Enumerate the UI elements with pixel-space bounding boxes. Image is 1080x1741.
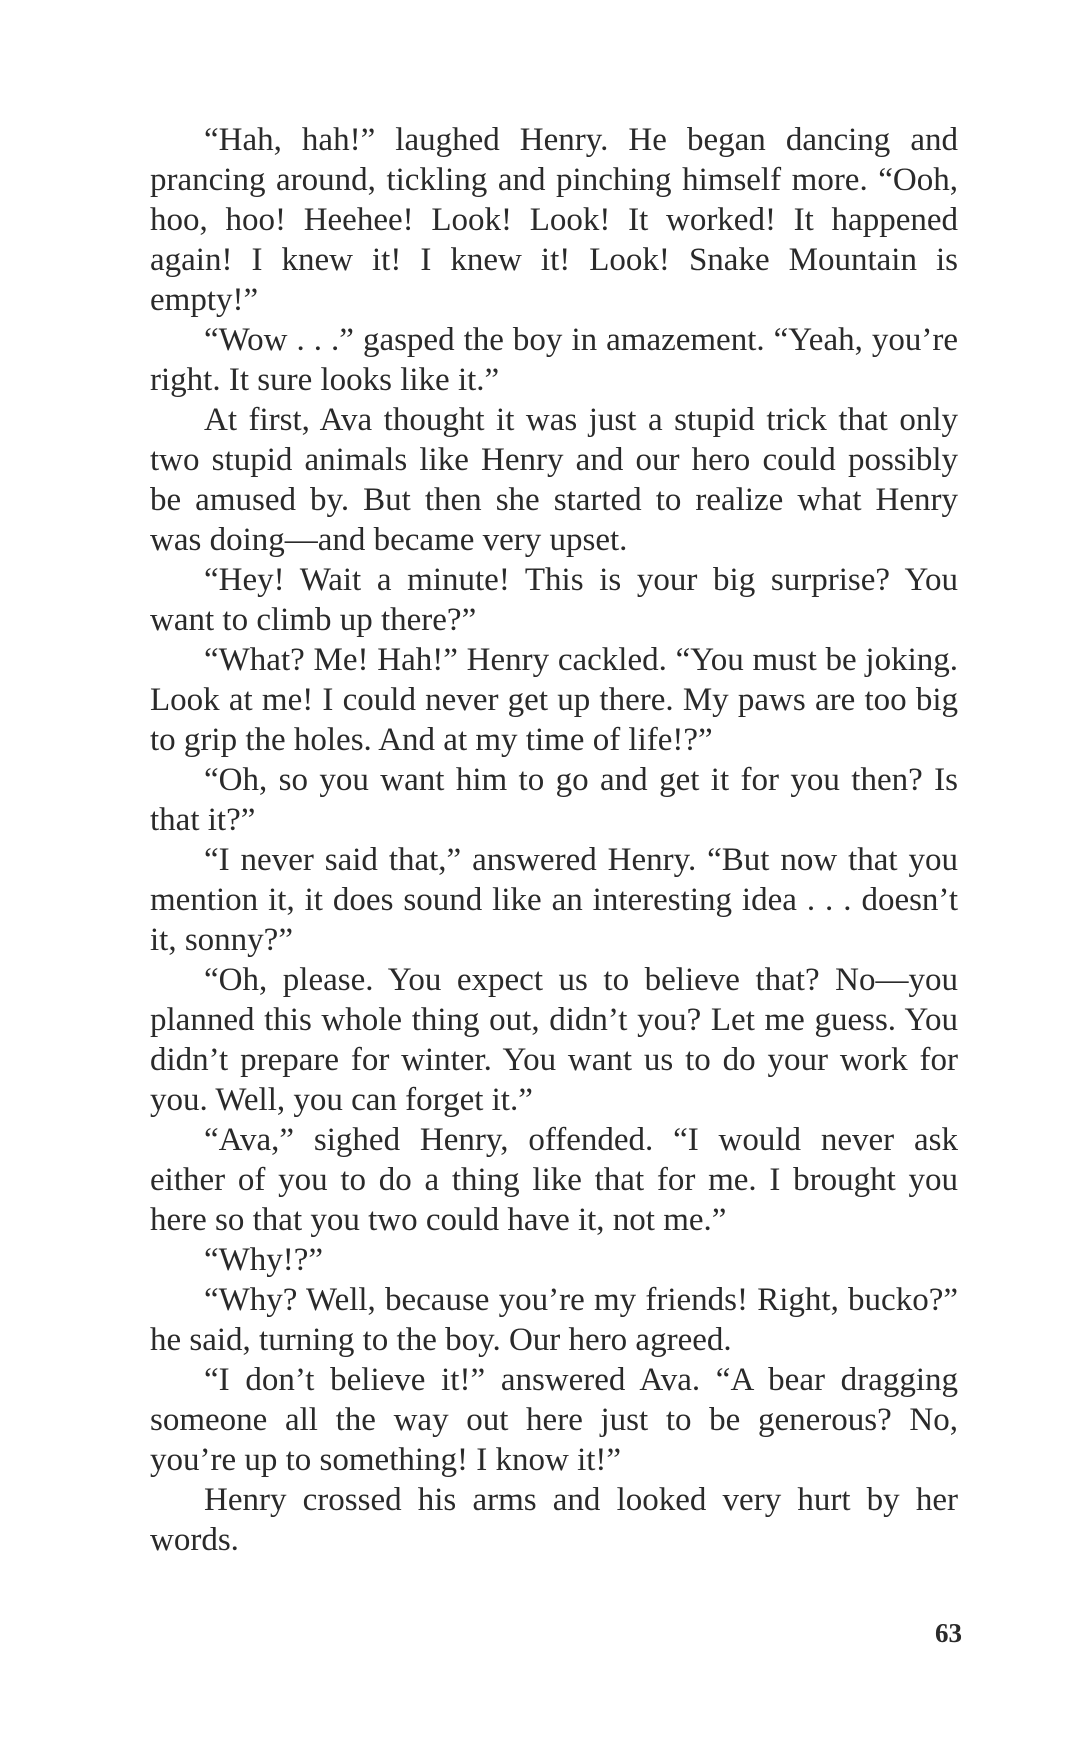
body-text [150,120,958,1560]
paragraph: “I never said that,” answered Henry. “But now that you mention it, it does sound like an interesting idea . . . doesn’t it, sonny?” [150,842,958,958]
paragraph: “Hah, hah!” laughed Henry. He began dancing and prancing around, tickling and pinching himself more. “Ooh, hoo, hoo! Heehee! Look! Look! It worked! It happened again! I knew it! I knew it! Look! Snake Mountain is empty!” [150,122,958,318]
paragraph: “Hey! Wait a minute! This is your big surprise? You want to climb up there?” [150,562,958,638]
paragraph: “What? Me! Hah!” Henry cackled. “You must be joking. Look at me! I could never get up there. My paws are too big to grip the holes. And at my time of life!?” [150,642,958,758]
paragraph: “I don’t believe it!” answered Ava. “A bear dragging someone all the way out here just to be generous? No, you’re up to something! I know it!” [150,1362,958,1478]
page-number: 63 [935,1618,962,1648]
paragraph: “Why? Well, because you’re my friends! Right, bucko?” he said, turning to the boy. Our hero agreed. [150,1282,958,1358]
paragraph: Henry crossed his arms and looked very hurt by her words. [150,1482,958,1558]
paragraph: “Ava,” sighed Henry, offended. “I would never ask either of you to do a thing like that for me. I brought you here so that you two could have it, not me.” [150,1122,958,1238]
paragraph: “Oh, please. You expect us to believe that? No—you planned this whole thing out, didn’t you? Let me guess. You didn’t prepare for winter. You want us to do your work for you. Well, you can forget it.” [150,962,958,1118]
paragraph: “Oh, so you want him to go and get it for you then? Is that it?” [150,762,958,838]
paragraph: “Wow . . .” gasped the boy in amazement. “Yeah, you’re right. It sure looks like it.” [150,322,958,398]
paragraph: At first, Ava thought it was just a stupid trick that only two stupid animals like Henry and our hero could possibly be amused by. But then she started to realize what Henry was doing—and became very upset. [150,402,958,558]
paragraph: “Why!?” [204,1242,324,1278]
